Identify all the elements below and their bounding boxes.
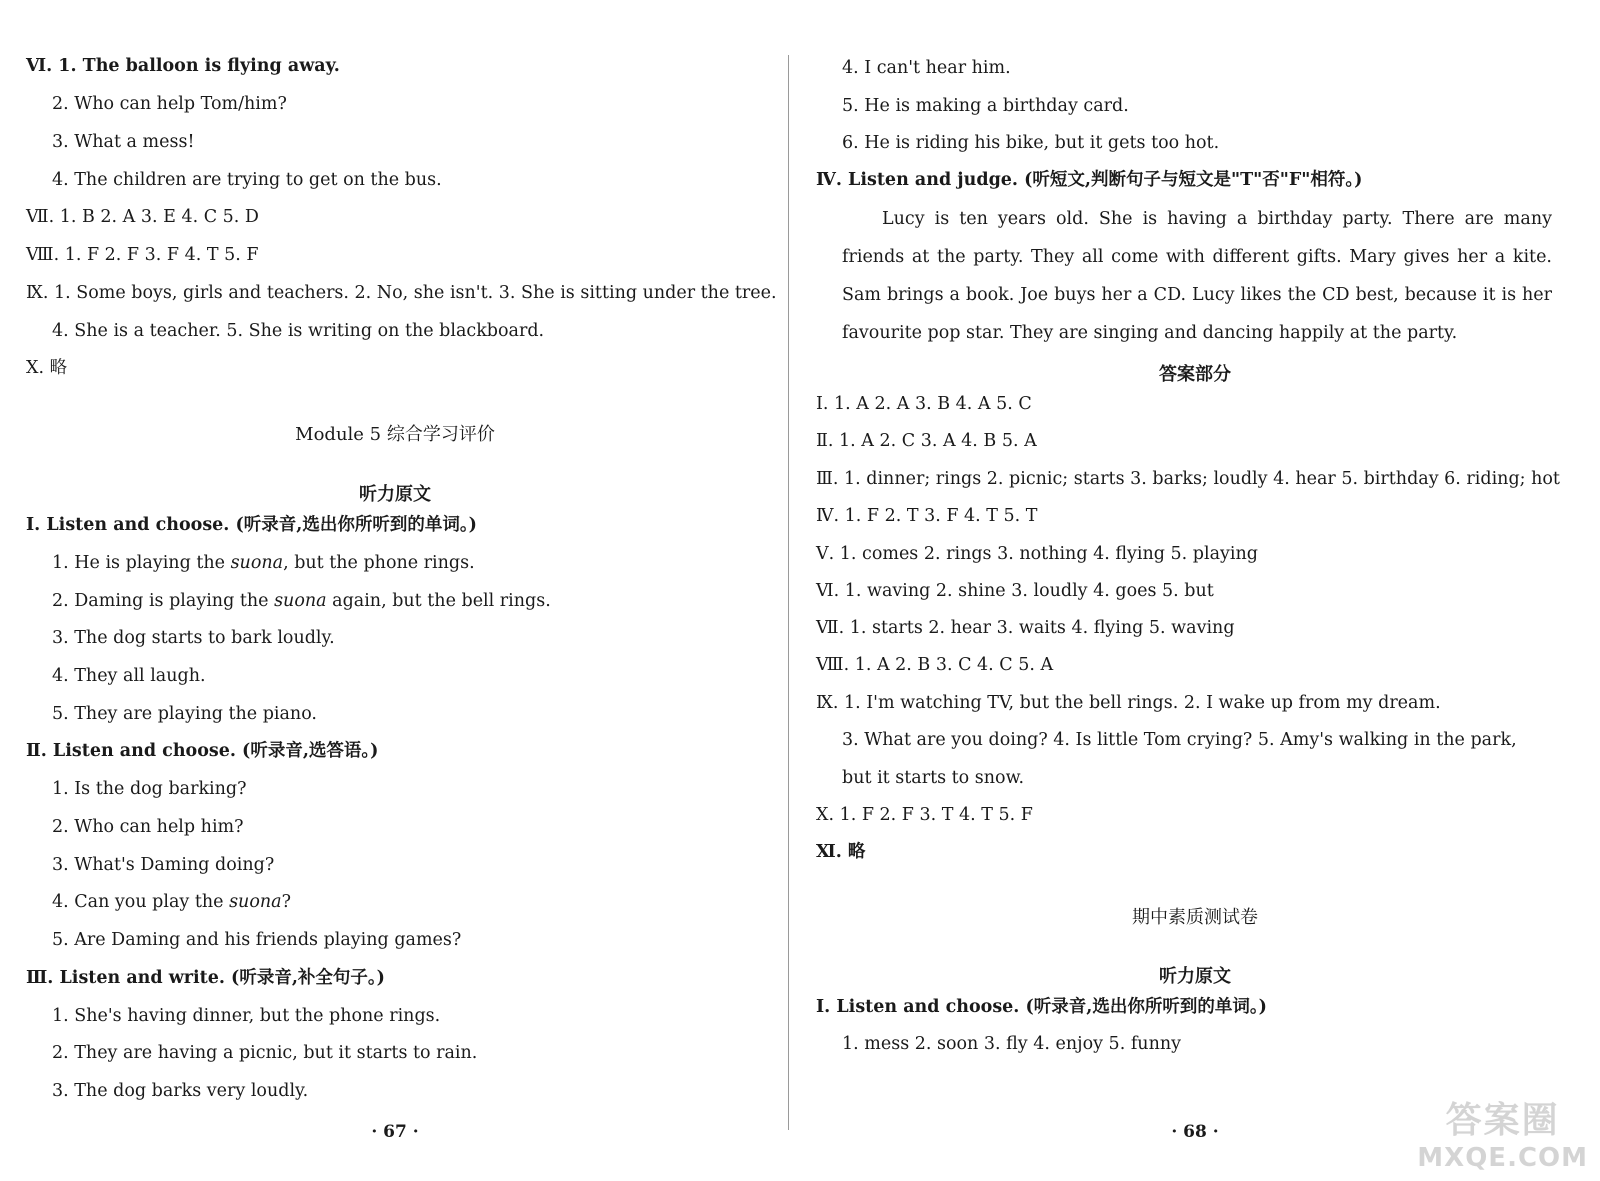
answer-vi-1: Ⅵ. 1. The balloon is flying away.: [26, 56, 340, 76]
section-2-item: 5. Are Daming and his friends playing games?: [52, 930, 462, 950]
section-1-title: Ⅰ. Listen and choose. (听录音,选出你所听到的单词。): [26, 515, 477, 535]
page-number-right: · 68 ·: [1171, 1122, 1219, 1142]
mid-section-1-title: Ⅰ. Listen and choose. (听录音,选出你所听到的单词。): [816, 997, 1267, 1017]
answer-x: Ⅹ. 略: [26, 358, 68, 378]
story-passage: Lucy is ten years old. She is having a birthday party. There are many friends at the party. They all come with different gifts. Mary gives her a kite. Sam brings a book. Joe buys her a CD. Lucy likes the CD best, because it is her favourite pop star. They are singing and dancing happily at the party.: [842, 209, 1552, 343]
mid-section-1-items: 1. mess 2. soon 3. fly 4. enjoy 5. funny: [842, 1034, 1181, 1054]
answer-line: Ⅵ. 1. waving 2. shine 3. loudly 4. goes 5. but: [816, 581, 1214, 601]
answers-heading: 答案部分: [1159, 364, 1231, 385]
answer-line: Ⅸ. 1. I'm watching TV, but the bell rings. 2. I wake up from my dream.: [816, 693, 1441, 713]
section-4-title: Ⅳ. Listen and judge. (听短文,判断句子与短文是"T"否"F"相符。): [816, 170, 1363, 190]
answer-line: Ⅴ. 1. comes 2. rings 3. nothing 4. flying 5. playing: [816, 544, 1258, 564]
right-page: [790, 0, 1600, 1181]
section-1-item: 1. He is playing the suona, but the phone rings.: [52, 553, 475, 573]
watermark-logo: [1417, 1092, 1588, 1173]
answer-vi-2: 2. Who can help Tom/him?: [52, 94, 287, 114]
answer-vi-4: 4. The children are trying to get on the bus.: [52, 170, 442, 190]
answer-line: Ⅶ. 1. starts 2. hear 3. waits 4. flying 5. waving: [816, 618, 1235, 638]
section-2-item: 2. Who can help him?: [52, 817, 244, 837]
listening-item: 4. I can't hear him.: [842, 58, 1011, 78]
section-1-item: 3. The dog starts to bark loudly.: [52, 628, 335, 648]
watermark-url: MXQE.COM: [1417, 1143, 1588, 1173]
listening-item: 6. He is riding his bike, but it gets too hot.: [842, 133, 1220, 153]
answer-ix-line-1: Ⅸ. 1. Some boys, girls and teachers. 2. No, she isn't. 3. She is sitting under the tree.: [26, 283, 777, 303]
listening-item: 5. He is making a birthday card.: [842, 96, 1129, 116]
answer-line: Ⅱ. 1. A 2. C 3. A 4. B 5. A: [816, 431, 1037, 451]
answer-line: Ⅲ. 1. dinner; rings 2. picnic; starts 3. barks; loudly 4. hear 5. birthday 6. riding; hot: [816, 469, 1560, 489]
section-2-item: 3. What's Daming doing?: [52, 855, 275, 875]
listening-heading: 听力原文: [359, 484, 431, 505]
module-title: Module 5 综合学习评价: [295, 424, 495, 445]
section-2-item: 1. Is the dog barking?: [52, 779, 247, 799]
section-1-item: 2. Daming is playing the suona again, but the bell rings.: [52, 591, 551, 611]
page-number-left: · 67 ·: [371, 1122, 419, 1142]
page-divider: [788, 55, 789, 1130]
section-3-item: 1. She's having dinner, but the phone rings.: [52, 1006, 441, 1026]
section-1-item: 4. They all laugh.: [52, 666, 206, 686]
section-1-item: 5. They are playing the piano.: [52, 704, 317, 724]
answer-line: Ⅷ. 1. A 2. B 3. C 4. C 5. A: [816, 655, 1054, 675]
section-3-item: 3. The dog barks very loudly.: [52, 1081, 309, 1101]
answer-vi-3: 3. What a mess!: [52, 132, 195, 152]
answer-line: Ⅰ. 1. A 2. A 3. B 4. A 5. C: [816, 394, 1032, 414]
answer-viii: Ⅷ. 1. F 2. F 3. F 4. T 5. F: [26, 245, 259, 265]
section-3-item: 2. They are having a picnic, but it starts to rain.: [52, 1043, 478, 1063]
answer-vii: Ⅶ. 1. B 2. A 3. E 4. C 5. D: [26, 207, 259, 227]
listening-heading-right: 听力原文: [1159, 966, 1231, 987]
answer-line: but it starts to snow.: [842, 768, 1025, 788]
midterm-title: 期中素质测试卷: [1132, 907, 1258, 928]
answer-line: Ⅹ. 1. F 2. F 3. T 4. T 5. F: [816, 805, 1033, 825]
section-2-title: Ⅱ. Listen and choose. (听录音,选答语。): [26, 741, 379, 761]
left-page: [0, 0, 790, 1181]
answer-line: 3. What are you doing? 4. Is little Tom crying? 5. Amy's walking in the park,: [842, 730, 1517, 750]
section-3-title: Ⅲ. Listen and write. (听录音,补全句子。): [26, 968, 385, 988]
watermark-text: 答案圈: [1445, 1100, 1560, 1141]
section-2-item: 4. Can you play the suona?: [52, 892, 291, 912]
answer-ix-line-2: 4. She is a teacher. 5. She is writing on the blackboard.: [52, 321, 545, 341]
answer-line: Ⅳ. 1. F 2. T 3. F 4. T 5. T: [816, 506, 1038, 526]
answer-line: Ⅺ. 略: [816, 842, 866, 862]
